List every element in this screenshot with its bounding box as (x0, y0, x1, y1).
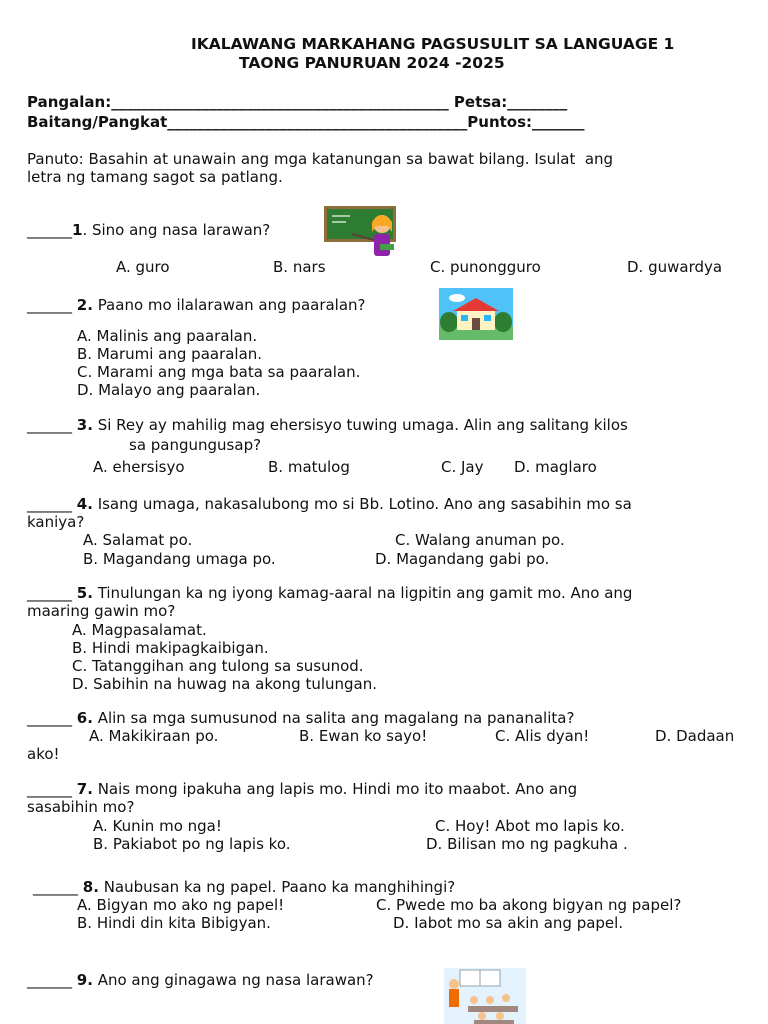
q4-choice-d: D. Magandang gabi po. (375, 550, 550, 568)
school-icon (439, 288, 513, 340)
question-text: Nais mong ipakuha ang lapis mo. Hindi mo ito maabot. Ano ang (92, 780, 578, 798)
q5-choice-c: C. Tatanggihan ang tulong sa susunod. (72, 657, 364, 675)
q5-text-cont: maaring gawin mo? (27, 602, 176, 620)
q1-choice-c: C. punongguro (430, 258, 541, 276)
q1-choice-d: D. guwardya (627, 258, 723, 276)
q8-choice-c: C. Pwede mo ba akong bigyan ng papel? (376, 896, 682, 914)
q7-choice-a: A. Kunin mo nga! (93, 817, 222, 835)
question-number: 4. (76, 495, 93, 513)
q3-choice-b: B. matulog (268, 458, 350, 476)
question-8 (33, 878, 455, 896)
q3-choice-d: D. maglaro (514, 458, 597, 476)
section-score-line: Baitang/Pangkat________________________________________Puntos:_______ (27, 113, 585, 131)
q4-text-cont: kaniya? (27, 513, 85, 531)
q4-choice-c: C. Walang anuman po. (395, 531, 565, 549)
q1-choice-a: A. guro (116, 258, 170, 276)
teacher-icon (322, 204, 398, 258)
question-number: 9. (76, 971, 93, 989)
q3-text-cont: sa pangungusap? (129, 436, 262, 454)
answer-blank: ______ (27, 296, 77, 314)
answer-blank: ______ (27, 221, 72, 239)
answer-blank: ______ (27, 584, 77, 602)
answer-blank: ______ (27, 495, 77, 513)
q4-choice-a: A. Salamat po. (83, 531, 193, 549)
q5-choice-a: A. Magpasalamat. (72, 621, 207, 639)
question-9 (27, 971, 374, 989)
question-text: . Sino ang nasa larawan? (82, 221, 271, 239)
question-text: Alin sa mga sumusunod na salita ang magalang na pananalita? (92, 709, 575, 727)
question-text: Si Rey ay mahilig mag ehersisyo tuwing umaga. Alin ang salitang kilos (92, 416, 628, 434)
q7-choice-d: D. Bilisan mo ng pagkuha . (426, 835, 628, 853)
question-6 (27, 709, 574, 727)
q7-text-cont: sasabihin mo? (27, 798, 135, 816)
question-3 (27, 416, 628, 434)
q2-choice-b: B. Marumi ang paaralan. (77, 345, 263, 363)
question-text: Ano ang ginagawa ng nasa larawan? (92, 971, 374, 989)
question-5 (27, 584, 632, 602)
q6-choice-c: C. Alis dyan! (495, 727, 590, 745)
question-text: Isang umaga, nakasalubong mo si Bb. Lotino. Ano ang sasabihin mo sa (92, 495, 632, 513)
question-number: 5. (76, 584, 93, 602)
question-number: 6. (76, 709, 93, 727)
q8-choice-b: B. Hindi din kita Bibigyan. (77, 914, 271, 932)
q2-choice-c: C. Marami ang mga bata sa paaralan. (77, 363, 361, 381)
question-text: Paano mo ilalarawan ang paaralan? (92, 296, 366, 314)
q3-choice-c: C. Jay (441, 458, 484, 476)
answer-blank: ______ (27, 780, 77, 798)
instructions-line-2: letra ng tamang sagot sa patlang. (27, 168, 283, 186)
school-year: TAONG PANURUAN 2024 -2025 (239, 54, 505, 72)
q6-choice-a: A. Makikiraan po. (89, 727, 219, 745)
question-text: Naubusan ka ng papel. Paano ka manghihingi? (98, 878, 456, 896)
q5-choice-d: D. Sabihin na huwag na akong tulungan. (72, 675, 378, 693)
q6-choice-b: B. Ewan ko sayo! (299, 727, 428, 745)
name-date-line: Pangalan:_____________________________________________ Petsa:________ (27, 93, 568, 111)
instructions-line-1: Panuto: Basahin at unawain ang mga katanungan sa bawat bilang. Isulat ang (27, 150, 614, 168)
q5-choice-b: B. Hindi makipagkaibigan. (72, 639, 269, 657)
question-number: 7. (76, 780, 93, 798)
answer-blank: ______ (27, 416, 77, 434)
q8-choice-a: A. Bigyan mo ako ng papel! (77, 896, 285, 914)
question-number: 2. (76, 296, 93, 314)
classroom-icon (444, 968, 526, 1024)
question-1 (27, 221, 270, 239)
exam-title: IKALAWANG MARKAHANG PAGSUSULIT SA LANGUAGE 1 (191, 35, 675, 53)
q6-choice-d-cont: ako! (27, 745, 60, 763)
question-number: 3. (76, 416, 93, 434)
q6-choice-d: D. Dadaan (655, 727, 735, 745)
question-7 (27, 780, 577, 798)
question-4 (27, 495, 632, 513)
answer-blank: ______ (27, 709, 77, 727)
q2-choice-a: A. Malinis ang paaralan. (77, 327, 258, 345)
answer-blank: ______ (33, 878, 83, 896)
answer-blank: ______ (27, 971, 77, 989)
q2-choice-d: D. Malayo ang paaralan. (77, 381, 261, 399)
question-number: 1 (72, 221, 83, 239)
q8-choice-d: D. Iabot mo sa akin ang papel. (393, 914, 624, 932)
q1-choice-b: B. nars (273, 258, 326, 276)
q7-choice-c: C. Hoy! Abot mo lapis ko. (435, 817, 625, 835)
question-2 (27, 296, 366, 314)
question-number: 8. (82, 878, 99, 896)
question-text: Tinulungan ka ng iyong kamag-aaral na ligpitin ang gamit mo. Ano ang (92, 584, 633, 602)
q3-choice-a: A. ehersisyo (93, 458, 185, 476)
q7-choice-b: B. Pakiabot po ng lapis ko. (93, 835, 291, 853)
q4-choice-b: B. Magandang umaga po. (83, 550, 276, 568)
